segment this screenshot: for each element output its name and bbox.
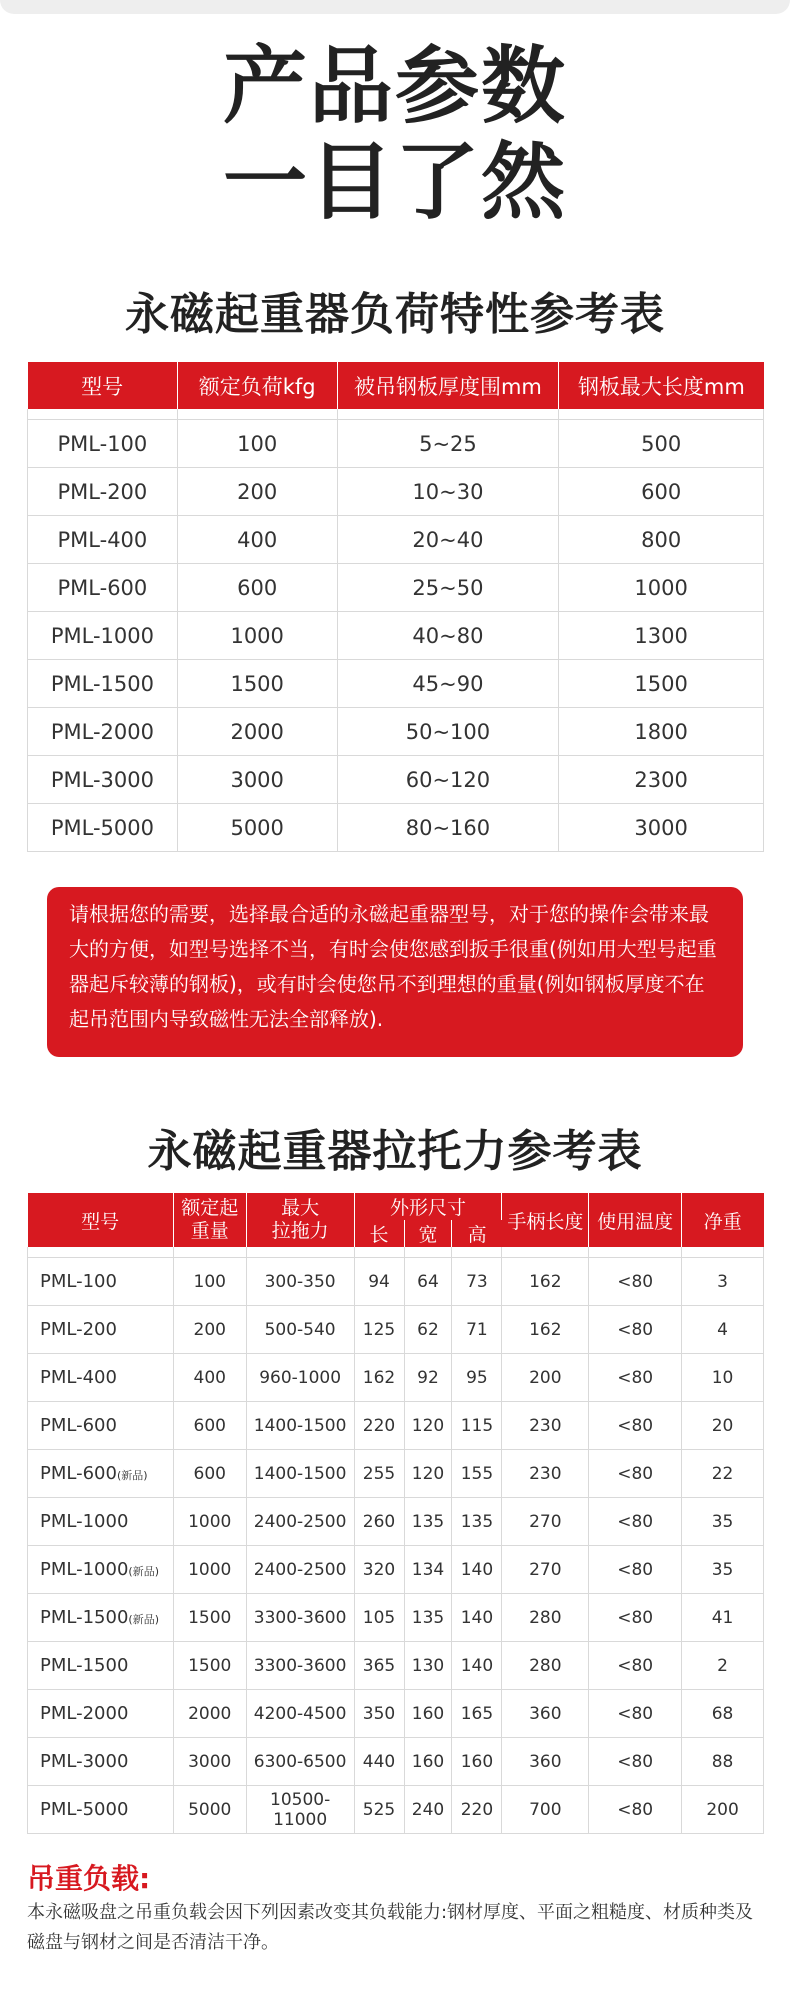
model-name: PML-600 — [40, 1463, 117, 1484]
table-cell: 162 — [502, 1258, 589, 1306]
table-cell: 135 — [452, 1498, 502, 1546]
table-row — [28, 1498, 764, 1546]
table1-body — [28, 409, 764, 852]
table-cell: <80 — [589, 1642, 682, 1690]
header-temperature: 使用温度 — [589, 1193, 682, 1247]
table-row — [28, 516, 764, 564]
header-net-weight: 净重 — [682, 1193, 764, 1247]
table-cell: 25~50 — [337, 564, 559, 612]
table-cell: 64 — [404, 1258, 452, 1306]
table-cell: 360 — [502, 1738, 589, 1786]
table2-title: 永磁起重器拉托力参考表 — [147, 1126, 643, 1177]
table-cell: 3 — [682, 1258, 764, 1306]
header-max-line-1: 最大 — [281, 1197, 320, 1219]
table-cell: 160 — [404, 1690, 452, 1738]
table-cell: <80 — [589, 1498, 682, 1546]
table-cell: <80 — [589, 1450, 682, 1498]
table-row — [28, 708, 764, 756]
table-cell: 960-1000 — [246, 1354, 354, 1402]
table-cell: 94 — [354, 1258, 404, 1306]
table-cell: 135 — [404, 1594, 452, 1642]
table-cell: 140 — [452, 1546, 502, 1594]
table-cell: 92 — [404, 1354, 452, 1402]
model-name: PML-1000 — [40, 1559, 129, 1580]
table-cell: 4 — [682, 1306, 764, 1354]
table-cell — [28, 1498, 174, 1546]
table-cell: <80 — [589, 1402, 682, 1450]
table-row — [28, 1786, 764, 1834]
table-row — [28, 1642, 764, 1690]
table-row — [28, 564, 764, 612]
table-cell: 300-350 — [246, 1258, 354, 1306]
table-cell: 95 — [452, 1354, 502, 1402]
table-cell: PML-1500 — [28, 660, 178, 708]
table-cell: 10~30 — [337, 468, 559, 516]
table-row — [28, 1738, 764, 1786]
table-cell — [28, 1306, 174, 1354]
table-cell: 1000 — [173, 1498, 246, 1546]
model-name: PML-5000 — [40, 1799, 129, 1820]
table-cell: 162 — [354, 1354, 404, 1402]
table-cell: 125 — [354, 1306, 404, 1354]
table-cell: PML-200 — [28, 468, 178, 516]
table-cell: 600 — [173, 1450, 246, 1498]
table-row — [28, 1258, 764, 1306]
table-cell: 3000 — [177, 756, 337, 804]
table-cell: 700 — [502, 1786, 589, 1834]
table-row — [28, 1594, 764, 1642]
table-row — [28, 1546, 764, 1594]
load-description: 本永磁吸盘之吊重负载会因下列因素改变其负载能力:钢材厚度、平面之粗糙度、材质种类及磁盘与钢材之间是否清洁干净。 — [27, 1902, 754, 1953]
table-cell: 120 — [404, 1450, 452, 1498]
table-cell: 220 — [452, 1786, 502, 1834]
table-cell: 155 — [452, 1450, 502, 1498]
table-cell: <80 — [589, 1546, 682, 1594]
header-rated-line-2: 重量 — [190, 1220, 229, 1242]
table-cell: 160 — [452, 1738, 502, 1786]
header-length: 长 — [354, 1220, 404, 1247]
table-cell: 115 — [452, 1402, 502, 1450]
model-name: PML-200 — [40, 1319, 117, 1340]
model-name: PML-1500 — [40, 1655, 129, 1676]
header-rated-weight — [173, 1193, 246, 1247]
load-title: 吊重负载: — [27, 1862, 151, 1895]
table-cell: <80 — [589, 1690, 682, 1738]
table-cell: 165 — [452, 1690, 502, 1738]
table-cell: 45~90 — [337, 660, 559, 708]
header-max-line-2: 拉拖力 — [271, 1220, 329, 1242]
table-cell: 130 — [404, 1642, 452, 1690]
table-cell: 3000 — [559, 804, 764, 852]
header-height: 高 — [452, 1220, 502, 1247]
table-cell: 2300 — [559, 756, 764, 804]
table-row — [28, 1450, 764, 1498]
table-cell: 1500 — [173, 1594, 246, 1642]
table-cell: 1500 — [177, 660, 337, 708]
table-cell: 2400-2500 — [246, 1546, 354, 1594]
table1-title: 永磁起重器负荷特性参考表 — [125, 289, 665, 340]
table-cell: 1000 — [559, 564, 764, 612]
hero-line-2: 一目了然 — [222, 133, 567, 231]
table-cell — [28, 1738, 174, 1786]
table-cell: 360 — [502, 1690, 589, 1738]
table-cell — [28, 1258, 174, 1306]
table-cell: PML-600 — [28, 564, 178, 612]
table-cell: <80 — [589, 1594, 682, 1642]
model-name: PML-1500 — [40, 1607, 129, 1628]
table-cell: 200 — [177, 468, 337, 516]
table-cell: 73 — [452, 1258, 502, 1306]
table-cell: 400 — [173, 1354, 246, 1402]
model-name: PML-2000 — [40, 1703, 129, 1724]
header-width: 宽 — [404, 1220, 452, 1247]
table-cell — [28, 1450, 174, 1498]
table-cell: 600 — [173, 1402, 246, 1450]
table-cell: 3300-3600 — [246, 1642, 354, 1690]
model-name: PML-400 — [40, 1367, 117, 1388]
header-max-pull — [246, 1193, 354, 1247]
table-cell: PML-100 — [28, 420, 178, 468]
table-cell: 20~40 — [337, 516, 559, 564]
header-rated-line-1: 额定起 — [181, 1197, 239, 1219]
table-cell — [28, 1546, 174, 1594]
table-cell: 162 — [502, 1306, 589, 1354]
header-thickness: 被吊钢板厚度围mm — [337, 362, 559, 409]
new-product-tag: (新品) — [128, 1613, 159, 1626]
header-max-length: 钢板最大长度mm — [559, 362, 764, 409]
table-cell: <80 — [589, 1738, 682, 1786]
hero-title — [0, 38, 790, 230]
header-dimensions: 外形尺寸 — [354, 1193, 502, 1220]
table-row — [28, 1306, 764, 1354]
table-cell: 10500-11000 — [246, 1786, 354, 1834]
table-cell: PML-1000 — [28, 612, 178, 660]
table-cell: PML-2000 — [28, 708, 178, 756]
table-cell — [28, 1690, 174, 1738]
table-cell: 5000 — [173, 1786, 246, 1834]
table-cell: 2 — [682, 1642, 764, 1690]
table-cell: 255 — [354, 1450, 404, 1498]
table-cell: 500 — [559, 420, 764, 468]
table-cell: 260 — [354, 1498, 404, 1546]
table-cell: 220 — [354, 1402, 404, 1450]
table-cell: 140 — [452, 1642, 502, 1690]
table-cell: 3300-3600 — [246, 1594, 354, 1642]
table-cell: <80 — [589, 1258, 682, 1306]
table-cell: 140 — [452, 1594, 502, 1642]
table-cell: 1400-1500 — [246, 1402, 354, 1450]
table-cell: 440 — [354, 1738, 404, 1786]
table-cell: 230 — [502, 1402, 589, 1450]
table-cell: 600 — [559, 468, 764, 516]
model-name: PML-3000 — [40, 1751, 129, 1772]
table-cell: 6300-6500 — [246, 1738, 354, 1786]
table-cell: 1500 — [173, 1642, 246, 1690]
table-cell — [28, 1642, 174, 1690]
table-cell: 35 — [682, 1498, 764, 1546]
table-cell: 1800 — [559, 708, 764, 756]
table-cell: 120 — [404, 1402, 452, 1450]
table-cell: 2000 — [177, 708, 337, 756]
table-cell: 105 — [354, 1594, 404, 1642]
table-cell — [28, 1402, 174, 1450]
table-cell: 350 — [354, 1690, 404, 1738]
pull-force-table — [27, 1193, 764, 1834]
table-row — [28, 420, 764, 468]
new-product-tag: (新品) — [128, 1565, 159, 1578]
table-cell: 1000 — [173, 1546, 246, 1594]
table-cell: 80~160 — [337, 804, 559, 852]
header-model: 型号 — [28, 1193, 174, 1247]
table-cell: 600 — [177, 564, 337, 612]
hero-line-1: 产品参数 — [222, 37, 567, 135]
table-cell: 365 — [354, 1642, 404, 1690]
table-row — [28, 1690, 764, 1738]
table-row — [28, 1402, 764, 1450]
table-cell: 134 — [404, 1546, 452, 1594]
table-cell: 40~80 — [337, 612, 559, 660]
table-cell: PML-3000 — [28, 756, 178, 804]
model-name: PML-100 — [40, 1271, 117, 1292]
table-cell: 50~100 — [337, 708, 559, 756]
table-cell — [28, 1354, 174, 1402]
table-cell: 240 — [404, 1786, 452, 1834]
table-cell: 100 — [177, 420, 337, 468]
table-cell: PML-5000 — [28, 804, 178, 852]
table-cell: 160 — [404, 1738, 452, 1786]
table-cell: 400 — [177, 516, 337, 564]
model-name: PML-1000 — [40, 1511, 129, 1532]
table-cell: 2400-2500 — [246, 1498, 354, 1546]
top-bar — [0, 0, 790, 14]
table-cell: 200 — [502, 1354, 589, 1402]
table-row — [28, 660, 764, 708]
header-model: 型号 — [28, 362, 178, 409]
header-rated-load: 额定负荷kfg — [177, 362, 337, 409]
new-product-tag: (新品) — [116, 1469, 148, 1482]
table-cell: 270 — [502, 1498, 589, 1546]
table-row — [28, 756, 764, 804]
table-cell: 800 — [559, 516, 764, 564]
table-row — [28, 612, 764, 660]
table-cell: 20 — [682, 1402, 764, 1450]
table-cell: 100 — [173, 1258, 246, 1306]
table-cell: 1400-1500 — [246, 1450, 354, 1498]
table-cell: 1500 — [559, 660, 764, 708]
table-cell: 71 — [452, 1306, 502, 1354]
table-cell: 3000 — [173, 1738, 246, 1786]
table-row — [28, 804, 764, 852]
table-cell: 5~25 — [337, 420, 559, 468]
table-cell: 200 — [682, 1786, 764, 1834]
table-cell: 35 — [682, 1546, 764, 1594]
selection-notice: 请根据您的需要，选择最合适的永磁起重器型号，对于您的操作会带来最大的方便，如型号选择不当，有时会使您感到扳手很重(例如用大型号起重器起斥较薄的钢板)，或有时会使您吊不到理想的重量(例如钢板厚度不在起吊范围内导致磁性无法全部释放). — [47, 887, 743, 1057]
table-cell: 280 — [502, 1642, 589, 1690]
table-cell: 230 — [502, 1450, 589, 1498]
table-row — [28, 1354, 764, 1402]
table-cell: <80 — [589, 1354, 682, 1402]
table-cell: <80 — [589, 1306, 682, 1354]
table-cell: <80 — [589, 1786, 682, 1834]
table-cell: 320 — [354, 1546, 404, 1594]
table-cell: 1300 — [559, 612, 764, 660]
table-cell: 41 — [682, 1594, 764, 1642]
table-cell: 68 — [682, 1690, 764, 1738]
table-cell: 10 — [682, 1354, 764, 1402]
table-cell: 280 — [502, 1594, 589, 1642]
table-cell: 4200-4500 — [246, 1690, 354, 1738]
table-cell: 525 — [354, 1786, 404, 1834]
table-cell: 62 — [404, 1306, 452, 1354]
table-cell: 500-540 — [246, 1306, 354, 1354]
load-characteristics-table — [27, 362, 764, 852]
table-cell — [28, 1594, 174, 1642]
table-cell: 2000 — [173, 1690, 246, 1738]
table-cell: 88 — [682, 1738, 764, 1786]
table-cell: 22 — [682, 1450, 764, 1498]
table-cell: PML-400 — [28, 516, 178, 564]
table-cell: 60~120 — [337, 756, 559, 804]
table-cell — [28, 1786, 174, 1834]
table-cell: 1000 — [177, 612, 337, 660]
table-cell: 270 — [502, 1546, 589, 1594]
table-row — [28, 468, 764, 516]
header-handle-length: 手柄长度 — [502, 1193, 589, 1247]
table-cell: 5000 — [177, 804, 337, 852]
table2-body — [28, 1247, 764, 1834]
table-cell: 135 — [404, 1498, 452, 1546]
table-cell: 200 — [173, 1306, 246, 1354]
model-name: PML-600 — [40, 1415, 117, 1436]
